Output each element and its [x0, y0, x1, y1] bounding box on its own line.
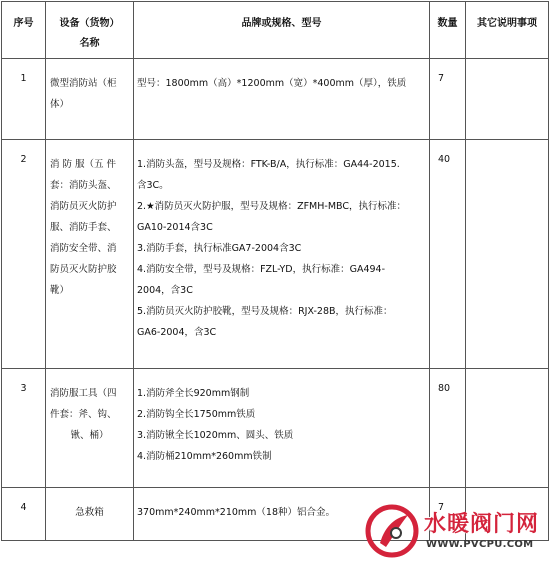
name-line: 消 防 服（五 件	[50, 159, 117, 170]
name-line: 消防服工具（四	[50, 388, 117, 399]
header-name	[46, 2, 134, 59]
cell-no: 1	[2, 59, 46, 140]
header-name-line: 名称	[79, 38, 100, 49]
site-watermark	[364, 501, 544, 561]
spec-line: 2.★消防员灭火防护服，型号及规格：ZFMH-MBC，执行标准：	[137, 201, 407, 212]
cell-qty: 40	[430, 140, 466, 369]
watermark-title: 水暖阀门网	[424, 512, 540, 537]
spec-line: 1.消防斧全长920mm钢制	[137, 388, 250, 399]
equipment-spec-table	[1, 1, 549, 541]
name-line: 微型消防站（柜	[50, 78, 117, 89]
spec-line: 5.消防员灭火防护胶靴，型号及规格：RJX-28B，执行标准：	[137, 306, 393, 317]
table-row	[2, 369, 549, 488]
cell-name	[46, 140, 134, 369]
cell-name	[46, 369, 134, 488]
header-name-line: 设备（货物）	[59, 18, 120, 29]
cell-note	[466, 369, 549, 488]
watermark-url: WWW.PVCPU.COM	[426, 539, 534, 550]
spec-line: GA6-2004，含3C	[137, 327, 217, 338]
cell-no: 4	[2, 488, 46, 541]
name-line: 体）	[50, 99, 70, 110]
cell-spec	[134, 369, 430, 488]
spec-line: 370mm*240mm*210mm（18种）铝合金。	[137, 507, 336, 518]
table-row	[2, 59, 549, 140]
header-spec: 品牌或规格、型号	[134, 2, 430, 59]
name-line: 消防员灭火防护	[50, 201, 117, 212]
spec-line: GA10-2014含3C	[137, 222, 213, 233]
cell-note	[466, 140, 549, 369]
cell-name	[46, 488, 134, 541]
cell-no: 2	[2, 140, 46, 369]
name-line: 靴）	[50, 285, 70, 296]
name-line: 防员灭火防护胶	[50, 264, 117, 275]
header-note: 其它说明事项	[466, 2, 549, 59]
spec-line: 4.消防桶210mm*260mm铁制	[137, 451, 272, 462]
cell-spec	[134, 59, 430, 140]
name-line: 服、消防手套、	[50, 222, 117, 233]
table-row	[2, 140, 549, 369]
cell-qty: 7	[430, 488, 466, 541]
cell-qty: 7	[430, 59, 466, 140]
name-line: 件套：斧、钩、	[50, 409, 117, 420]
name-line: 套：消防头盔、	[50, 180, 117, 191]
header-no: 序号	[2, 2, 46, 59]
cell-spec	[134, 140, 430, 369]
spec-line: 1.消防头盔，型号及规格：FTK-B/A，执行标准：GA44-2015.	[137, 159, 400, 170]
name-line: 急救箱	[75, 507, 104, 518]
cell-note	[466, 59, 549, 140]
header-row	[2, 2, 549, 59]
spec-line: 2004，含3C	[137, 285, 193, 296]
spec-line: 3.消防锹全长1020mm、圆头、铁质	[137, 430, 294, 441]
site-logo-icon	[364, 503, 420, 559]
spec-line: 含3C。	[137, 180, 169, 191]
spec-line: 2.消防钩全长1750mm铁质	[137, 409, 256, 420]
header-qty: 数量	[430, 2, 466, 59]
cell-qty: 80	[430, 369, 466, 488]
spec-line: 型号：1800mm（高）*1200mm（宽）*400mm（厚），铁质	[137, 78, 407, 89]
spec-line: 3.消防手套，执行标准GA7-2004含3C	[137, 243, 302, 254]
cell-name	[46, 59, 134, 140]
name-line: 锹、桶）	[70, 430, 109, 441]
spec-line: 4.消防安全带，型号及规格：FZL-YD，执行标准：GA494-	[137, 264, 386, 275]
cell-no: 3	[2, 369, 46, 488]
name-line: 消防安全带、消	[50, 243, 117, 254]
